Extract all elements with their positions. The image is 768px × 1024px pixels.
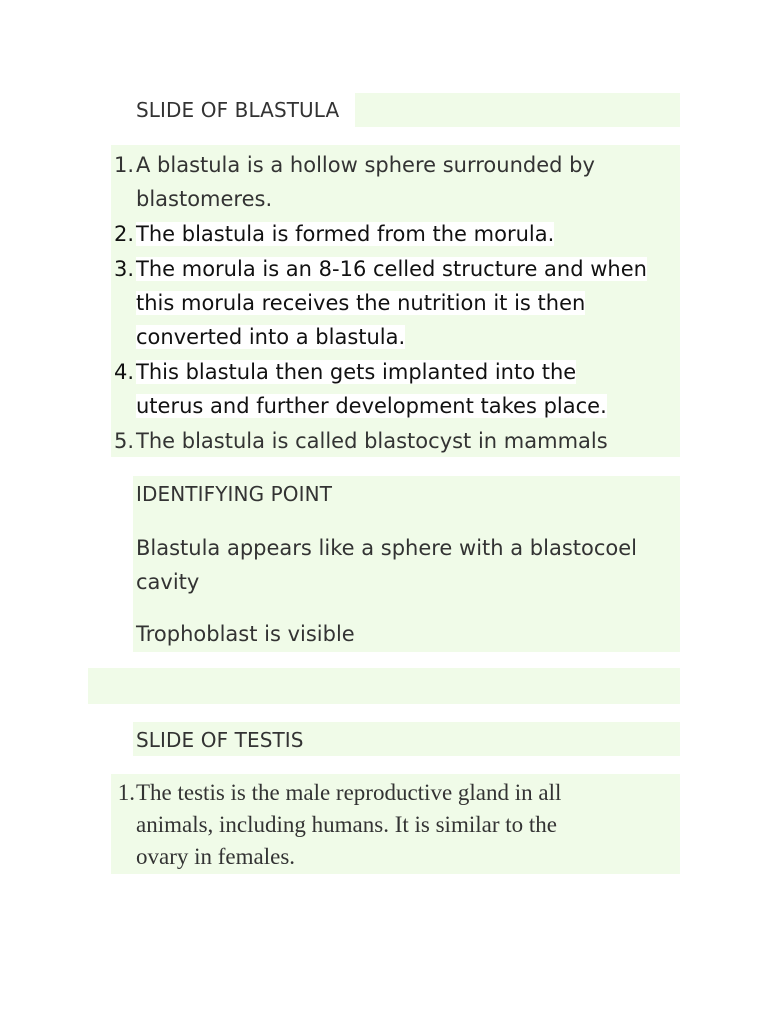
list-number: 2. bbox=[113, 222, 134, 246]
list-item bbox=[113, 252, 647, 354]
identifying-point-line: cavity bbox=[136, 570, 200, 594]
identifying-point bbox=[136, 531, 637, 599]
list-line: The blastula is called blastocyst in mammals bbox=[136, 429, 608, 453]
list-line: uterus and further development takes place. bbox=[136, 394, 607, 418]
identifying-point-line: Blastula appears like a sphere with a blastocoel bbox=[136, 536, 638, 560]
list-line: A blastula is a hollow sphere surrounded by bbox=[136, 153, 595, 177]
list-item bbox=[113, 355, 607, 423]
list-line: The blastula is formed from the morula. bbox=[136, 222, 555, 246]
list-number: 1. bbox=[113, 153, 134, 177]
list-line: ovary in females. bbox=[136, 844, 296, 869]
blastula-heading: SLIDE OF BLASTULA bbox=[136, 98, 340, 122]
spacer-highlight bbox=[88, 668, 680, 704]
blastula-heading-highlight bbox=[355, 93, 680, 127]
list-number: 4. bbox=[113, 360, 134, 384]
list-line: blastomeres. bbox=[136, 187, 273, 211]
testis-heading: SLIDE OF TESTIS bbox=[136, 728, 304, 752]
list-item bbox=[113, 148, 595, 216]
list-line: The testis is the male reproductive gland in all bbox=[136, 780, 562, 805]
list-item bbox=[113, 424, 608, 458]
list-line: converted into a blastula. bbox=[136, 325, 406, 349]
list-item bbox=[113, 217, 555, 251]
list-number: 3. bbox=[113, 257, 134, 281]
list-item bbox=[117, 777, 562, 873]
list-line: This blastula then gets implanted into the bbox=[136, 360, 577, 384]
list-number: 1. bbox=[117, 780, 135, 805]
list-line: this morula receives the nutrition it is then bbox=[136, 291, 586, 315]
list-number: 5. bbox=[113, 429, 134, 453]
identifying-point: Trophoblast is visible bbox=[136, 622, 355, 646]
identifying-heading: IDENTIFYING POINT bbox=[136, 482, 333, 506]
list-line: animals, including humans. It is similar to the bbox=[136, 812, 557, 837]
list-line: The morula is an 8-16 celled structure and when bbox=[136, 257, 647, 281]
